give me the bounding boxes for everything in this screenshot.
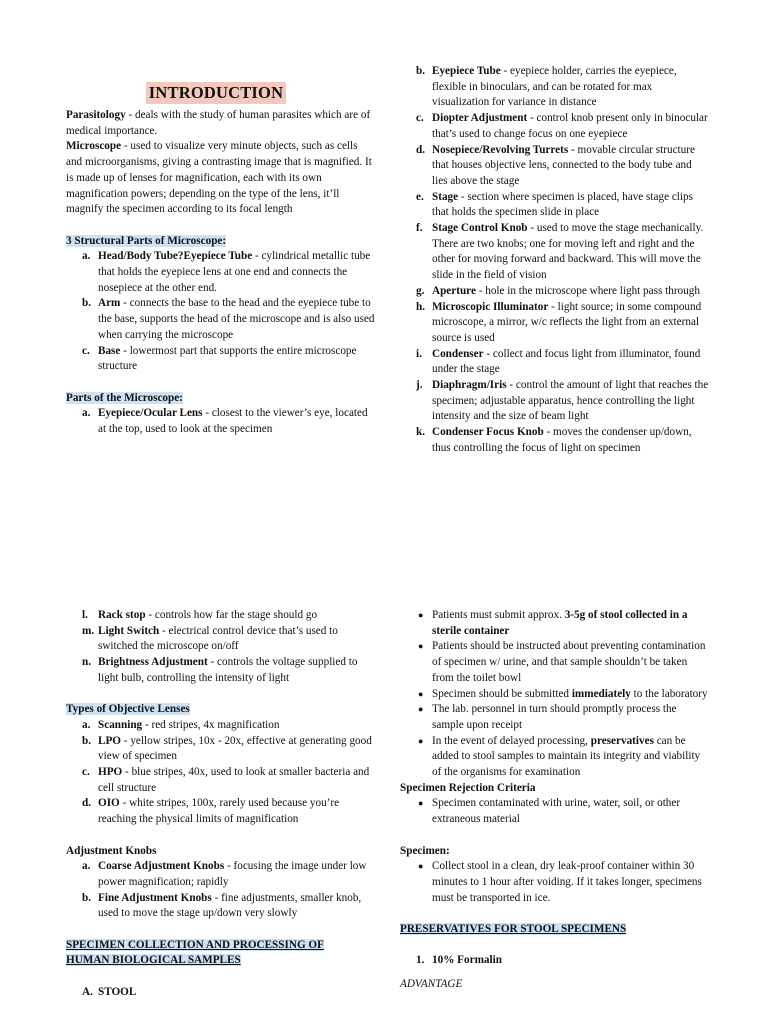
list-item: k. Condenser Focus Knob - moves the condenser up/down, thus controlling the focus of light on specimen xyxy=(416,426,692,454)
list-item: m. Light Switch - electrical control device that’s used to switched the microscope on/off xyxy=(82,624,338,653)
parts-list-continued xyxy=(400,64,710,457)
list-item: ● In the event of delayed processing, preservatives can be added to stool samples to maintain its integrity and viability of the organisms for examination xyxy=(400,734,710,781)
stool-bullets xyxy=(400,608,710,781)
list-item: b. Arm - connects the base to the head and the eyepiece tube to the base, supports the head of the microscope and is also used when carrying the microscope xyxy=(82,297,375,341)
bullet-icon: ● xyxy=(418,735,424,746)
preservative-item: 1. 10% Formalin xyxy=(416,954,502,967)
list-item: ● Patients should be instructed about preventing contamination of specimen w/ urine, and that sample shouldn’t be taken from the toilet bowl xyxy=(400,639,710,686)
list-item: ● The lab. personnel in turn should promptly process the sample upon receipt xyxy=(400,702,710,733)
advantage-label: ADVANTAGE xyxy=(400,978,463,991)
bullet-icon: ● xyxy=(418,641,424,652)
preservatives-heading: PRESERVATIVES FOR STOOL SPECIMENS xyxy=(400,923,627,936)
list-item: n. Brightness Adjustment - controls the voltage supplied to light bulb, controlling the intensity of light xyxy=(82,656,358,684)
objectives-heading: Types of Objective Lenses xyxy=(66,703,190,716)
rejection-bullets xyxy=(400,796,710,827)
bullet-icon: ● xyxy=(418,704,424,715)
microscope-text: - used to visualize very minute objects, such as cells and microorganisms, giving a contrasting image that is magnified. It is made up of lenses for magnification, each with its own magnification powers; depending on the type of the lens, it’ll magnify the specimen according to its focal length xyxy=(66,140,372,216)
list-item: ● Specimen should be submitted immediately to the laboratory xyxy=(400,687,710,703)
parasitology-term: Parasitology xyxy=(66,109,126,121)
list-item: a. Head/Body Tube?Eyepiece Tube - cylindrical metallic tube that holds the eyepiece lens at one end and connects the nosepiece at the other end. xyxy=(82,250,371,294)
specimen-collection-heading: SPECIMEN COLLECTION AND PROCESSING OF HUMAN BIOLOGICAL SAMPLES xyxy=(66,938,324,967)
structural-heading: 3 Structural Parts of Microscope: xyxy=(66,234,227,247)
specimen-heading: Specimen: xyxy=(400,844,450,857)
lenses-column xyxy=(66,608,376,1001)
list-item: d. OIO - white stripes, 100x, rarely used because you’re reaching the physical limits of magnification xyxy=(82,797,340,826)
list-item: g. Aperture - hole in the microscope where light pass through xyxy=(416,284,700,297)
parts-list-end xyxy=(66,608,376,687)
parts-list-start xyxy=(66,406,376,437)
adjustment-list xyxy=(66,859,376,922)
parasitology-text: - deals with the study of human parasites which are of medical importance. xyxy=(66,109,371,137)
list-item: c. Base - lowermost part that supports the entire microscope structure xyxy=(82,344,357,373)
specimen-bullets xyxy=(400,859,710,906)
list-item: ● Specimen contaminated with urine, water, soil, or other extraneous material xyxy=(400,796,710,827)
list-item: c. Diopter Adjustment - control knob present only in binocular that’s used to change focus on one eyepiece xyxy=(416,112,708,140)
structural-list xyxy=(66,249,376,375)
list-item: i. Condenser - collect and focus light from illuminator, found under the stage xyxy=(416,347,701,376)
microscope-paragraph xyxy=(66,139,376,218)
microscope-term: Microscope xyxy=(66,140,122,153)
bullet-icon: ● xyxy=(418,688,424,699)
list-item: c. HPO - blue stripes, 40x, used to look at smaller bacteria and cell structure xyxy=(82,766,370,794)
adjustment-heading: Adjustment Knobs xyxy=(66,844,157,857)
list-item: l. Rack stop - controls how far the stage should go xyxy=(82,609,318,621)
list-item: b. Fine Adjustment Knobs - fine adjustments, smaller knob, used to move the stage up/down very slowly xyxy=(82,891,362,920)
list-item: e. Stage - section where specimen is placed, have stage clips that holds the specimen slide in place xyxy=(416,190,693,219)
list-item: d. Nosepiece/Revolving Turrets - movable circular structure that houses objective lens, connected to the body tube and lies above the stage xyxy=(416,143,695,187)
list-item: ● Patients must submit approx. 3-5g of stool collected in a sterile container xyxy=(400,608,710,639)
objectives-list xyxy=(66,718,376,828)
list-item: h. Microscopic Illuminator - light source; in some compound microscope, a mirror, w/c reflects the light from an external source is used xyxy=(416,300,702,344)
stool-column xyxy=(400,608,710,993)
bullet-icon: ● xyxy=(418,798,424,809)
parasitology-paragraph xyxy=(66,108,376,139)
list-item: b. LPO - yellow stripes, 10x - 20x, effective at generating good view of specimen xyxy=(82,734,372,763)
list-item: j. Diaphragm/Iris - control the amount of light that reaches the specimen; adjustable apparatus, hence controlling the light intensity and the size of beam light xyxy=(416,379,709,423)
list-item: f. Stage Control Knob - used to move the stage mechanically. There are two knobs; one for moving left and right and the other for moving forward and backward. This will move the slide in the field of vision xyxy=(416,222,704,282)
parts-column xyxy=(400,64,710,457)
list-item: a. Scanning - red stripes, 4x magnification xyxy=(82,718,280,731)
parts-heading: Parts of the Microscope: xyxy=(66,391,183,404)
list-item: a. Coarse Adjustment Knobs - focusing the image under low power magnification; rapidly xyxy=(82,860,367,888)
list-item: ● Collect stool in a clean, dry leak-proof container within 30 minutes to 1 hour after voiding. If it takes longer, specimens must be transported in ice. xyxy=(400,859,710,906)
page-title: INTRODUCTION xyxy=(146,82,286,104)
list-item: b. Eyepiece Tube - eyepiece holder, carries the eyepiece, flexible in binoculars, and can be rotated for max visualization for variance in distance xyxy=(416,65,677,109)
rejection-heading: Specimen Rejection Criteria xyxy=(400,781,536,794)
bullet-icon: ● xyxy=(418,610,424,620)
list-item: a. Eyepiece/Ocular Lens - closest to the viewer’s eye, located at the top, used to look at the specimen xyxy=(82,407,368,436)
intro-column xyxy=(66,82,376,438)
bullet-icon: ● xyxy=(418,861,424,872)
stool-subheading: A. STOOL xyxy=(82,985,137,998)
